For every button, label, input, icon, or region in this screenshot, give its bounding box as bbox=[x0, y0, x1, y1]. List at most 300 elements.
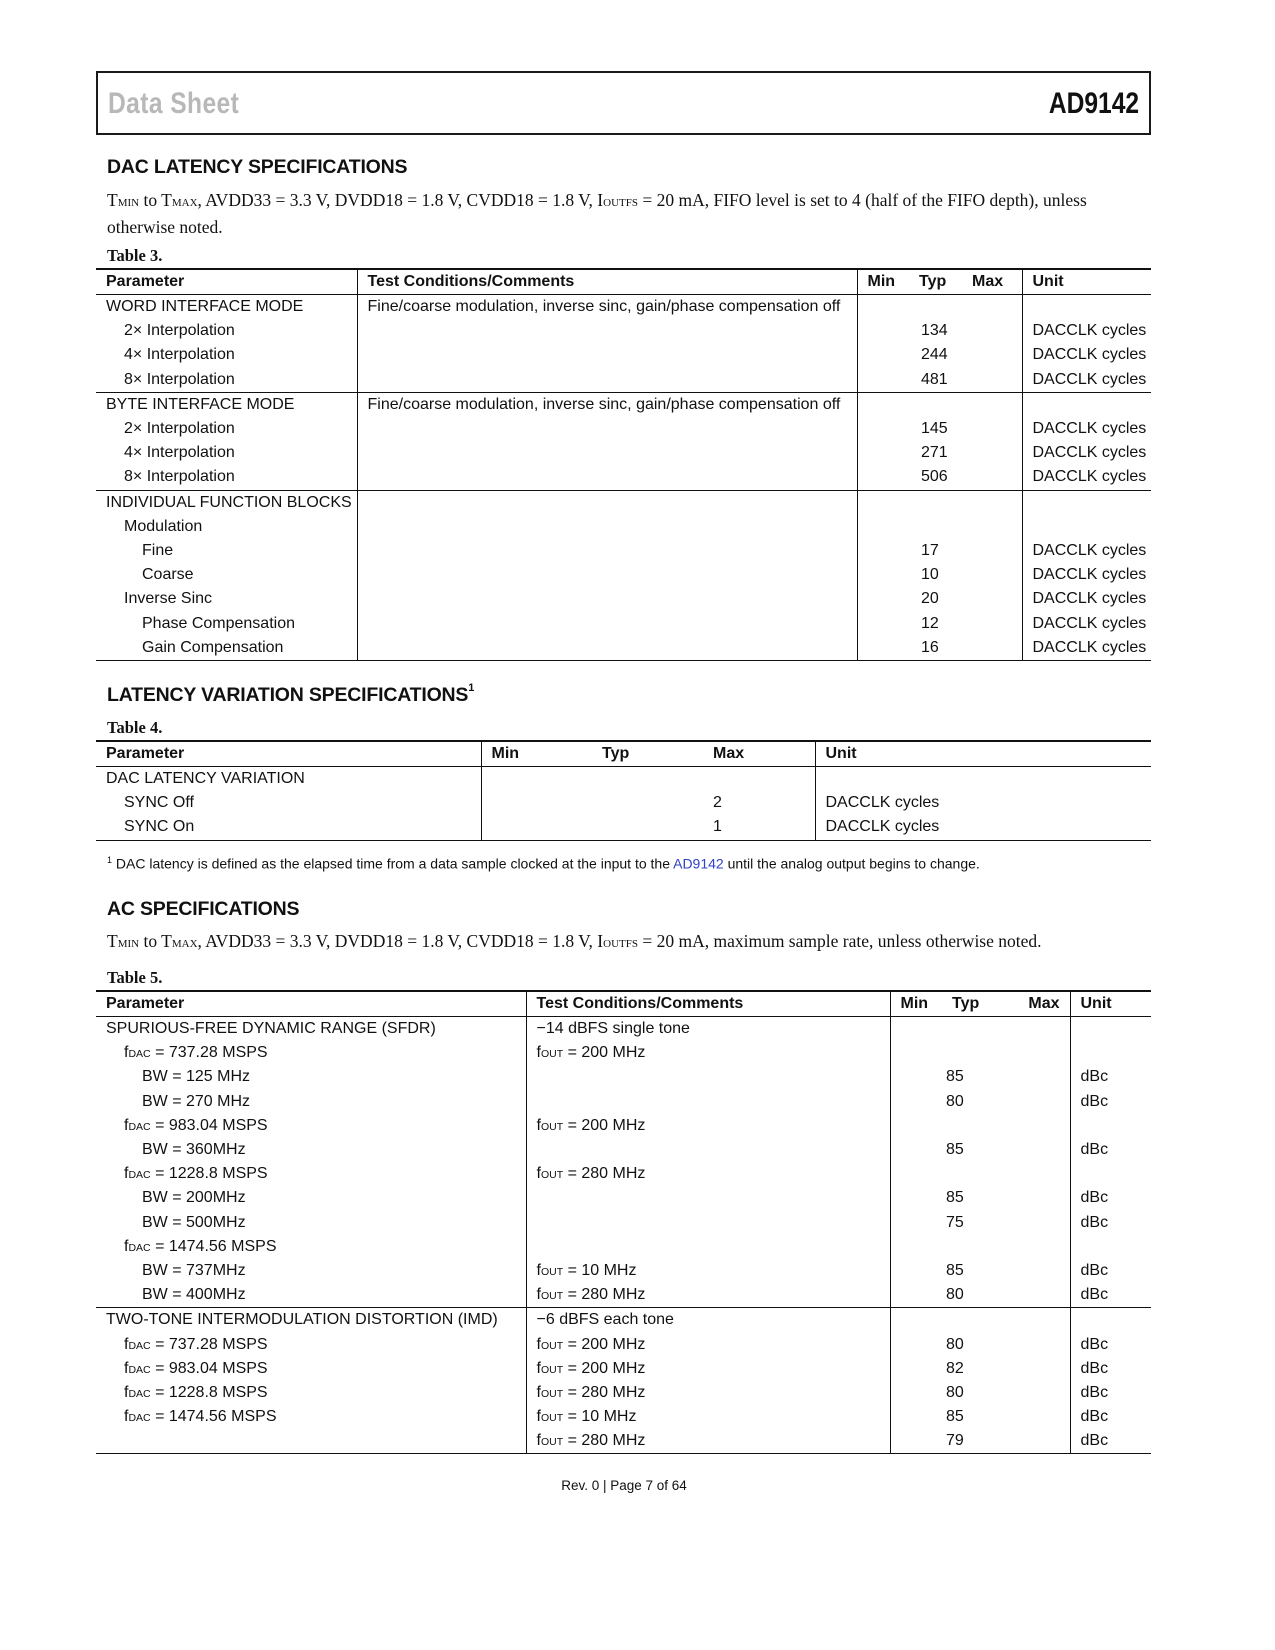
max-cell bbox=[962, 465, 1022, 490]
table-row bbox=[96, 1162, 1151, 1186]
cond-text: , AVDD33 = 3.3 V, DVDD18 = 1.8 V, CVDD18 = 1.8 V, I bbox=[197, 190, 604, 210]
test-conditions-cell bbox=[526, 1211, 890, 1235]
parameter-cell bbox=[96, 1429, 526, 1454]
min-cell bbox=[857, 368, 909, 393]
header-typ: Typ bbox=[909, 269, 962, 295]
table-row bbox=[96, 319, 1151, 343]
max-cell bbox=[1002, 1357, 1070, 1381]
parameter-text: f bbox=[124, 1335, 129, 1353]
parameter-text: = 1228.8 MSPS bbox=[150, 1165, 268, 1183]
table-row bbox=[96, 1405, 1151, 1429]
test-conditions-cell bbox=[357, 417, 857, 441]
table-header-row bbox=[96, 741, 1151, 767]
max-cell bbox=[1002, 1186, 1070, 1210]
typ-cell bbox=[942, 1114, 1002, 1138]
parameter-text: = 983.04 MSPS bbox=[150, 1116, 268, 1134]
max-cell bbox=[962, 392, 1022, 417]
max-cell bbox=[1002, 1332, 1070, 1356]
typ-cell: 80 bbox=[946, 1335, 964, 1353]
dac-latency-table bbox=[96, 268, 1151, 661]
parameter-cell: 2× Interpolation bbox=[96, 417, 357, 441]
parameter-cell bbox=[96, 1186, 526, 1210]
header-min: Min bbox=[890, 991, 942, 1017]
page-header bbox=[96, 71, 1151, 135]
unit-cell: DACCLK cycles bbox=[1032, 420, 1147, 438]
max-cell: 1 bbox=[703, 815, 815, 840]
unit-cell: DACCLK cycles bbox=[1032, 614, 1147, 632]
typ-cell: 80 bbox=[946, 1092, 964, 1110]
table-row bbox=[96, 1041, 1151, 1065]
max-cell bbox=[1002, 1308, 1070, 1333]
table-row bbox=[96, 417, 1151, 441]
min-cell bbox=[890, 1211, 942, 1235]
footnote bbox=[107, 855, 980, 872]
max-cell: 2 bbox=[703, 791, 815, 815]
test-conditions-cell bbox=[357, 368, 857, 393]
parameter-text: BW = 200MHz bbox=[142, 1189, 246, 1207]
conditions-text: = 280 MHz bbox=[563, 1165, 646, 1183]
section-title-text: LATENCY VARIATION SPECIFICATIONS bbox=[107, 684, 469, 706]
typ-cell bbox=[592, 767, 703, 792]
test-conditions-cell bbox=[526, 1162, 890, 1186]
section-title-dac-latency: DAC LATENCY SPECIFICATIONS bbox=[107, 156, 408, 178]
unit-cell: dBc bbox=[1080, 1383, 1109, 1401]
min-cell bbox=[890, 1357, 942, 1381]
unit-cell: dBc bbox=[1080, 1141, 1109, 1159]
parameter-cell bbox=[96, 1065, 526, 1089]
unit-cell bbox=[1070, 1041, 1151, 1065]
conditions-subscript: OUT bbox=[540, 1048, 564, 1061]
parameter-cell: WORD INTERFACE MODE bbox=[96, 295, 357, 320]
test-conditions-cell bbox=[526, 1138, 890, 1162]
min-cell bbox=[857, 611, 909, 635]
table-caption-3: Table 3. bbox=[107, 246, 163, 265]
table-row bbox=[96, 1065, 1151, 1089]
test-conditions-cell bbox=[526, 1186, 890, 1210]
unit-cell bbox=[1070, 1162, 1151, 1186]
table-header-row bbox=[96, 991, 1151, 1017]
parameter-text: f bbox=[124, 1116, 129, 1134]
cond-text: to T bbox=[139, 190, 172, 210]
unit-cell: DACCLK cycles bbox=[1032, 322, 1147, 340]
unit-cell bbox=[1022, 392, 1151, 417]
typ-cell bbox=[942, 1162, 1002, 1186]
min-cell bbox=[857, 392, 909, 417]
min-cell bbox=[857, 539, 909, 563]
typ-cell bbox=[942, 1017, 1002, 1042]
max-cell bbox=[1002, 1041, 1070, 1065]
table-row bbox=[96, 539, 1151, 563]
conditions-text: f bbox=[536, 1116, 541, 1134]
max-cell bbox=[1002, 1405, 1070, 1429]
typ-cell bbox=[909, 515, 962, 539]
max-cell bbox=[1002, 1138, 1070, 1162]
unit-cell: dBc bbox=[1080, 1359, 1109, 1377]
max-cell bbox=[962, 611, 1022, 635]
parameter-cell bbox=[96, 1211, 526, 1235]
unit-cell: dBc bbox=[1080, 1335, 1109, 1353]
min-cell bbox=[481, 815, 592, 840]
typ-cell bbox=[592, 791, 703, 815]
conditions-text: f bbox=[536, 1335, 541, 1353]
conditions-text: = 10 MHz bbox=[563, 1261, 637, 1279]
table-row bbox=[96, 1235, 1151, 1259]
conditions-text: f bbox=[536, 1286, 541, 1304]
typ-cell: 20 bbox=[921, 590, 939, 608]
table-row bbox=[96, 1381, 1151, 1405]
max-cell bbox=[1002, 1114, 1070, 1138]
parameter-subscript: DAC bbox=[128, 1412, 151, 1425]
conditions-text: f bbox=[536, 1044, 541, 1062]
min-cell bbox=[890, 1405, 942, 1429]
header-parameter: Parameter bbox=[96, 991, 526, 1017]
parameter-cell bbox=[96, 1381, 526, 1405]
test-conditions-cell bbox=[357, 465, 857, 490]
unit-cell: DACCLK cycles bbox=[1032, 590, 1147, 608]
parameter-cell bbox=[96, 1235, 526, 1259]
unit-cell: dBc bbox=[1080, 1068, 1109, 1086]
table-row bbox=[96, 392, 1151, 417]
test-conditions-cell bbox=[357, 343, 857, 367]
min-cell bbox=[857, 563, 909, 587]
test-conditions-cell bbox=[526, 1017, 890, 1042]
parameter-cell: BYTE INTERFACE MODE bbox=[96, 392, 357, 417]
table-row bbox=[96, 767, 1151, 792]
test-conditions-cell bbox=[357, 563, 857, 587]
table-row bbox=[96, 1186, 1151, 1210]
parameter-cell: 2× Interpolation bbox=[96, 319, 357, 343]
conditions-text: f bbox=[536, 1359, 541, 1377]
parameter-text: BW = 737MHz bbox=[142, 1261, 246, 1279]
parameter-cell bbox=[96, 1308, 526, 1333]
table-row bbox=[96, 611, 1151, 635]
max-cell bbox=[1002, 1090, 1070, 1114]
document-type-label: Data Sheet bbox=[108, 87, 240, 120]
table-row bbox=[96, 343, 1151, 367]
conditions-subscript: OUT bbox=[540, 1265, 564, 1278]
max-cell bbox=[1002, 1381, 1070, 1405]
parameter-cell: DAC LATENCY VARIATION bbox=[96, 767, 481, 792]
typ-cell: 244 bbox=[921, 346, 948, 364]
unit-cell bbox=[1070, 1017, 1151, 1042]
test-conditions-cell bbox=[357, 441, 857, 465]
parameter-cell: 8× Interpolation bbox=[96, 368, 357, 393]
typ-cell bbox=[942, 1041, 1002, 1065]
table-row bbox=[96, 1308, 1151, 1333]
conditions-text: = 10 MHz bbox=[563, 1408, 637, 1426]
test-conditions-cell bbox=[526, 1041, 890, 1065]
table-row bbox=[96, 490, 1151, 515]
typ-cell: 17 bbox=[921, 541, 939, 559]
parameter-subscript: DAC bbox=[128, 1387, 151, 1400]
parameter-cell: Inverse Sinc bbox=[96, 587, 357, 611]
max-cell bbox=[1002, 1283, 1070, 1308]
conditions-subscript: OUT bbox=[540, 1436, 564, 1449]
max-cell bbox=[962, 343, 1022, 367]
parameter-cell bbox=[96, 1283, 526, 1308]
table-row bbox=[96, 515, 1151, 539]
parameter-subscript: DAC bbox=[128, 1120, 151, 1133]
test-conditions-cell bbox=[357, 587, 857, 611]
typ-cell: 80 bbox=[946, 1383, 964, 1401]
parameter-cell: Gain Compensation bbox=[96, 636, 357, 661]
test-conditions-cell bbox=[357, 319, 857, 343]
typ-cell bbox=[909, 392, 962, 417]
typ-cell: 85 bbox=[946, 1141, 964, 1159]
header-unit: Unit bbox=[1070, 991, 1151, 1017]
typ-cell: 134 bbox=[921, 322, 948, 340]
test-conditions-cell bbox=[526, 1090, 890, 1114]
parameter-text: f bbox=[124, 1044, 129, 1062]
table-row bbox=[96, 1332, 1151, 1356]
footnote-mark: 1 bbox=[107, 855, 113, 865]
unit-cell bbox=[1070, 1235, 1151, 1259]
typ-cell bbox=[909, 490, 962, 515]
max-cell bbox=[1002, 1259, 1070, 1283]
table-row bbox=[96, 1114, 1151, 1138]
conditions-subscript: OUT bbox=[540, 1169, 564, 1182]
unit-cell bbox=[815, 767, 1151, 792]
test-conditions-cell bbox=[357, 490, 857, 515]
conditions-subscript: OUT bbox=[540, 1363, 564, 1376]
table-row bbox=[96, 1138, 1151, 1162]
header-min: Min bbox=[481, 741, 592, 767]
unit-cell bbox=[1022, 515, 1151, 539]
conditions-text: f bbox=[536, 1165, 541, 1183]
test-conditions-cell bbox=[526, 1114, 890, 1138]
test-conditions-cell bbox=[526, 1381, 890, 1405]
ac-specs-table bbox=[96, 990, 1151, 1454]
test-conditions-cell bbox=[526, 1429, 890, 1454]
max-cell bbox=[962, 636, 1022, 661]
min-cell bbox=[857, 319, 909, 343]
parameter-text: f bbox=[124, 1165, 129, 1183]
parameter-subscript: DAC bbox=[128, 1048, 151, 1061]
latency-variation-table bbox=[96, 740, 1151, 841]
table-row bbox=[96, 815, 1151, 840]
typ-cell: 79 bbox=[946, 1432, 964, 1450]
parameter-cell: 4× Interpolation bbox=[96, 441, 357, 465]
unit-cell bbox=[1070, 1308, 1151, 1333]
parameter-text: BW = 400MHz bbox=[142, 1286, 246, 1304]
typ-cell bbox=[942, 1308, 1002, 1333]
unit-cell: DACCLK cycles bbox=[1032, 566, 1147, 584]
max-cell bbox=[1002, 1065, 1070, 1089]
conditions-subscript: OUT bbox=[540, 1412, 564, 1425]
table-row bbox=[96, 1017, 1151, 1042]
parameter-cell: Phase Compensation bbox=[96, 611, 357, 635]
unit-cell bbox=[1022, 490, 1151, 515]
test-conditions-cell bbox=[357, 539, 857, 563]
unit-cell: dBc bbox=[1080, 1261, 1109, 1279]
table-row bbox=[96, 563, 1151, 587]
typ-cell bbox=[592, 815, 703, 840]
unit-cell: DACCLK cycles bbox=[1032, 468, 1147, 486]
unit-cell: DACCLK cycles bbox=[1032, 638, 1147, 656]
unit-cell: dBc bbox=[1080, 1408, 1109, 1426]
parameter-cell bbox=[96, 1259, 526, 1283]
conditions-text: = 280 MHz bbox=[563, 1383, 646, 1401]
cond-subscript: OUTFS bbox=[603, 197, 638, 209]
parameter-text: SPURIOUS-FREE DYNAMIC RANGE (SFDR) bbox=[106, 1020, 436, 1038]
min-cell bbox=[890, 1041, 942, 1065]
cond-text: T bbox=[107, 931, 118, 951]
typ-cell: 85 bbox=[946, 1068, 964, 1086]
max-cell bbox=[962, 490, 1022, 515]
max-cell bbox=[962, 417, 1022, 441]
max-cell bbox=[962, 441, 1022, 465]
conditions-subscript: OUT bbox=[540, 1339, 564, 1352]
cond-text: , AVDD33 = 3.3 V, DVDD18 = 1.8 V, CVDD18 = 1.8 V, I bbox=[197, 931, 604, 951]
test-conditions-cell bbox=[526, 1308, 890, 1333]
test-conditions-cell bbox=[526, 1283, 890, 1308]
parameter-text: = 737.28 MSPS bbox=[150, 1335, 268, 1353]
conditions-text: f bbox=[536, 1383, 541, 1401]
unit-cell bbox=[1022, 295, 1151, 320]
min-cell bbox=[857, 587, 909, 611]
min-cell bbox=[890, 1017, 942, 1042]
max-cell bbox=[962, 515, 1022, 539]
section-title-latency-variation bbox=[107, 684, 474, 707]
typ-cell: 85 bbox=[946, 1189, 964, 1207]
parameter-text: f bbox=[124, 1359, 129, 1377]
parameter-cell: Fine bbox=[96, 539, 357, 563]
conditions-text: = 200 MHz bbox=[563, 1044, 646, 1062]
test-conditions-cell bbox=[357, 611, 857, 635]
footnote-mark: 1 bbox=[468, 682, 475, 694]
part-number-title: AD9142 bbox=[1048, 87, 1139, 120]
parameter-cell bbox=[96, 1041, 526, 1065]
min-cell bbox=[890, 1186, 942, 1210]
conditions-text: f bbox=[536, 1432, 541, 1450]
min-cell bbox=[890, 1308, 942, 1333]
conditions-text: = 280 MHz bbox=[563, 1286, 646, 1304]
typ-cell: 16 bbox=[921, 638, 939, 656]
test-conditions-cell bbox=[526, 1357, 890, 1381]
conditions-text: f bbox=[536, 1408, 541, 1426]
typ-cell: 506 bbox=[921, 468, 948, 486]
max-cell bbox=[1002, 1017, 1070, 1042]
unit-cell: dBc bbox=[1080, 1213, 1109, 1231]
unit-cell: dBc bbox=[1080, 1286, 1109, 1304]
footnote-text: DAC latency is defined as the elapsed time from a data sample clocked at the input to the bbox=[112, 855, 674, 872]
typ-cell: 85 bbox=[946, 1261, 964, 1279]
unit-cell: DACCLK cycles bbox=[825, 818, 940, 836]
parameter-cell: 8× Interpolation bbox=[96, 465, 357, 490]
test-conditions-ac bbox=[107, 929, 1147, 956]
min-cell bbox=[857, 295, 909, 320]
min-cell bbox=[857, 515, 909, 539]
cond-subscript: MAX bbox=[171, 197, 198, 209]
test-conditions-cell bbox=[526, 1405, 890, 1429]
parameter-cell bbox=[96, 1357, 526, 1381]
test-conditions-cell: Fine/coarse modulation, inverse sinc, gain/phase compensation off bbox=[357, 295, 857, 320]
typ-cell: 481 bbox=[921, 370, 948, 388]
unit-cell: dBc bbox=[1080, 1092, 1109, 1110]
conditions-text: = 280 MHz bbox=[563, 1432, 646, 1450]
header-test-conditions: Test Conditions/Comments bbox=[526, 991, 890, 1017]
parameter-text: f bbox=[124, 1383, 129, 1401]
table-row bbox=[96, 1211, 1151, 1235]
parameter-subscript: DAC bbox=[128, 1363, 151, 1376]
parameter-text: f bbox=[124, 1237, 129, 1255]
part-number-link[interactable]: AD9142 bbox=[673, 855, 724, 872]
unit-cell: DACCLK cycles bbox=[825, 794, 940, 812]
unit-cell: DACCLK cycles bbox=[1032, 346, 1147, 364]
table-row bbox=[96, 1357, 1151, 1381]
parameter-subscript: DAC bbox=[128, 1241, 151, 1254]
parameter-text: = 983.04 MSPS bbox=[150, 1359, 268, 1377]
cond-text: to T bbox=[139, 931, 172, 951]
min-cell bbox=[857, 343, 909, 367]
test-conditions-cell bbox=[357, 636, 857, 661]
typ-cell: 82 bbox=[946, 1359, 964, 1377]
test-conditions-cell: Fine/coarse modulation, inverse sinc, gain/phase compensation off bbox=[357, 392, 857, 417]
max-cell bbox=[1002, 1429, 1070, 1454]
table-caption-4: Table 4. bbox=[107, 718, 163, 737]
conditions-text: = 200 MHz bbox=[563, 1335, 646, 1353]
unit-cell bbox=[1070, 1114, 1151, 1138]
typ-cell: 271 bbox=[921, 444, 948, 462]
test-conditions-cell bbox=[526, 1332, 890, 1356]
table-row bbox=[96, 465, 1151, 490]
parameter-text: BW = 360MHz bbox=[142, 1141, 246, 1159]
conditions-text: f bbox=[536, 1261, 541, 1279]
parameter-cell bbox=[96, 1114, 526, 1138]
parameter-text: = 1474.56 MSPS bbox=[150, 1237, 277, 1255]
max-cell bbox=[962, 295, 1022, 320]
max-cell bbox=[962, 587, 1022, 611]
test-conditions-cell bbox=[357, 515, 857, 539]
footnote-text: until the analog output begins to change. bbox=[723, 855, 980, 872]
typ-cell: 85 bbox=[946, 1408, 964, 1426]
max-cell bbox=[1002, 1211, 1070, 1235]
parameter-text: BW = 125 MHz bbox=[142, 1068, 251, 1086]
table-row bbox=[96, 1090, 1151, 1114]
typ-cell: 75 bbox=[946, 1213, 964, 1231]
parameter-cell: Modulation bbox=[96, 515, 357, 539]
typ-cell bbox=[909, 295, 962, 320]
header-unit: Unit bbox=[1022, 269, 1151, 295]
table-header-row bbox=[96, 269, 1151, 295]
table-row bbox=[96, 1259, 1151, 1283]
header-max: Max bbox=[962, 269, 1022, 295]
typ-cell: 12 bbox=[921, 614, 939, 632]
parameter-text: = 1474.56 MSPS bbox=[150, 1408, 277, 1426]
min-cell bbox=[481, 767, 592, 792]
unit-cell: DACCLK cycles bbox=[1032, 444, 1147, 462]
min-cell bbox=[890, 1138, 942, 1162]
parameter-text: BW = 500MHz bbox=[142, 1213, 246, 1231]
typ-cell bbox=[942, 1235, 1002, 1259]
table-caption-5: Table 5. bbox=[107, 968, 163, 987]
table-row bbox=[96, 441, 1151, 465]
conditions-subscript: OUT bbox=[540, 1120, 564, 1133]
min-cell bbox=[890, 1114, 942, 1138]
min-cell bbox=[890, 1332, 942, 1356]
test-conditions-cell bbox=[526, 1065, 890, 1089]
max-cell bbox=[962, 368, 1022, 393]
test-conditions-dac-latency bbox=[107, 188, 1147, 239]
min-cell bbox=[481, 791, 592, 815]
min-cell bbox=[890, 1381, 942, 1405]
min-cell bbox=[890, 1162, 942, 1186]
header-max: Max bbox=[1002, 991, 1070, 1017]
header-min: Min bbox=[857, 269, 909, 295]
max-cell bbox=[962, 319, 1022, 343]
cond-subscript: MIN bbox=[117, 938, 140, 950]
unit-cell: DACCLK cycles bbox=[1032, 370, 1147, 388]
